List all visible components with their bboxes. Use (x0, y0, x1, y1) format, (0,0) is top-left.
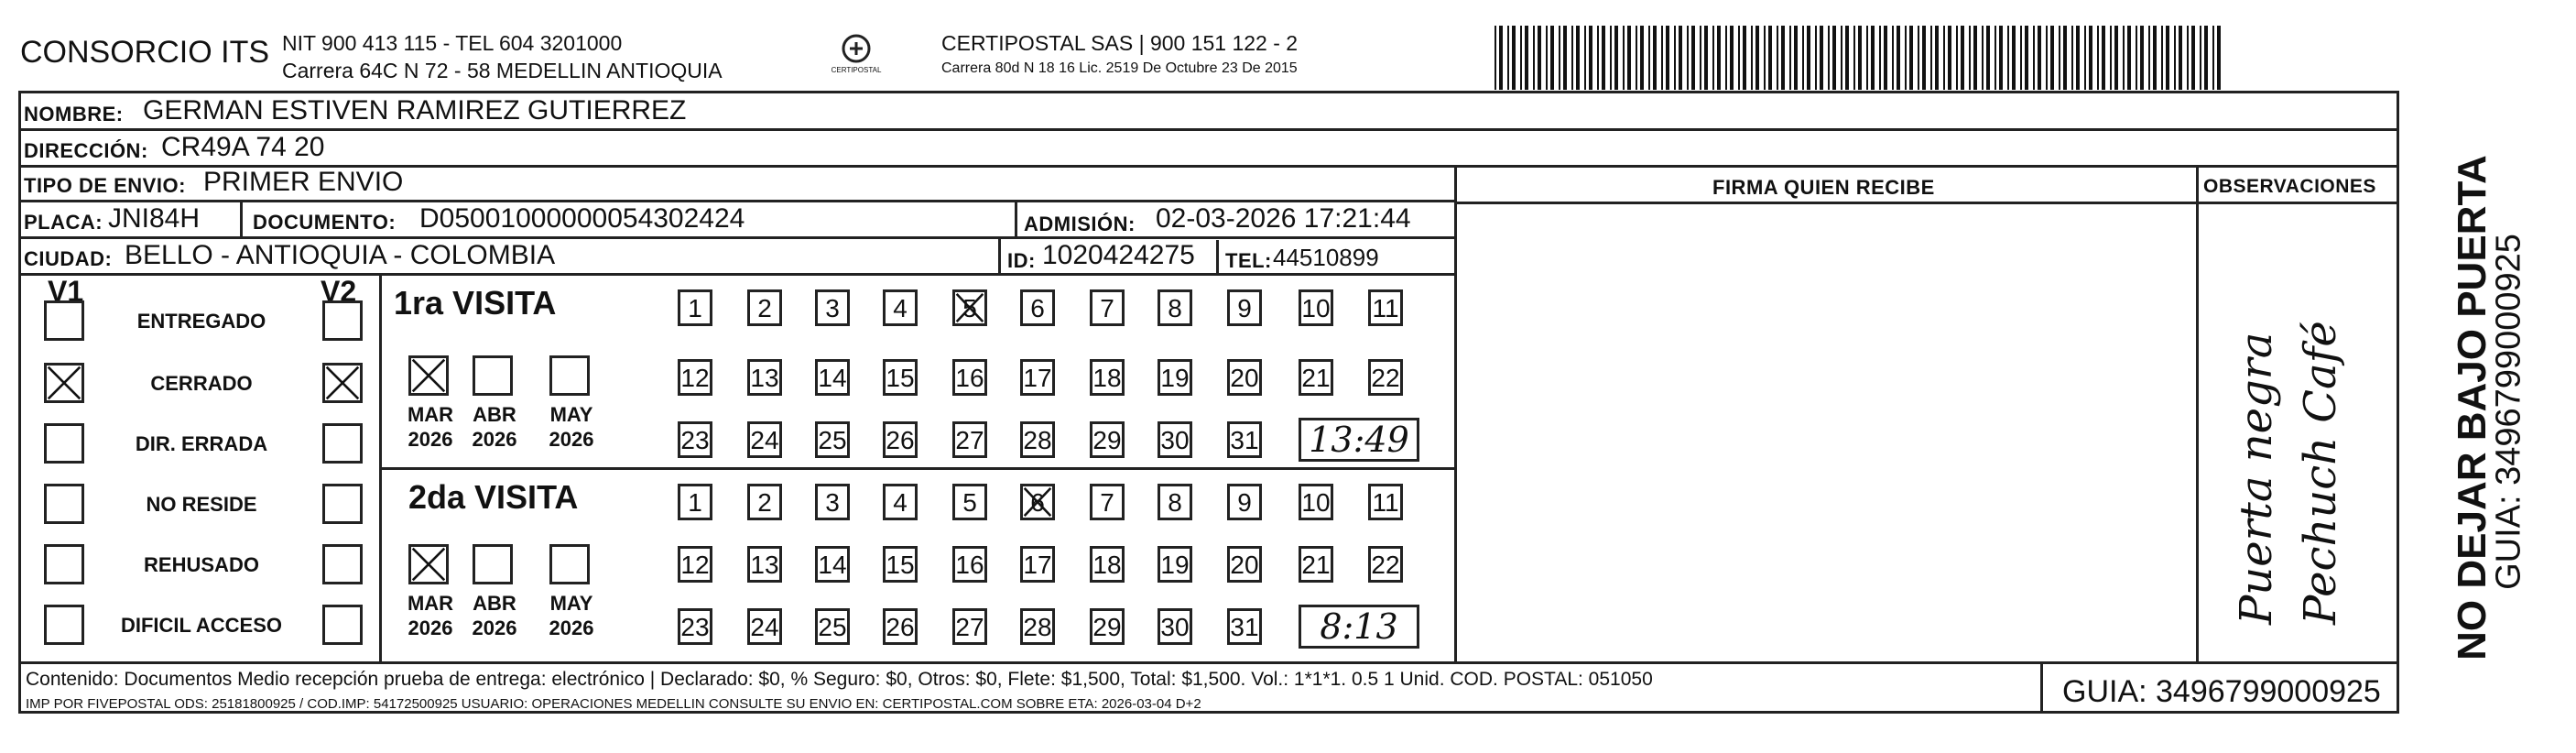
courier-address: Carrera 80d N 18 16 Lic. 2519 De Octubre 23 De 2015 (941, 60, 1298, 76)
visit1-day-20[interactable]: 20 (1227, 359, 1262, 396)
visit2-month-label-2: MAY (549, 592, 593, 615)
visit1-day-8[interactable]: 8 (1158, 289, 1192, 326)
visit2-day-26[interactable]: 26 (883, 608, 918, 645)
id-label: ID: (1007, 249, 1036, 272)
visit1-day-23[interactable]: 23 (678, 421, 712, 458)
v1-checkbox-5[interactable] (44, 605, 84, 645)
visit1-month-checkbox-2[interactable] (549, 355, 590, 396)
observaciones-area[interactable] (2201, 205, 2394, 658)
visit1-day-7[interactable]: 7 (1090, 289, 1125, 326)
v1-checkbox-4[interactable] (44, 544, 84, 584)
visit1-day-22[interactable]: 22 (1368, 359, 1403, 396)
v2-checkbox-2[interactable] (322, 423, 363, 464)
visit2-month-label-0: MAR (407, 592, 454, 615)
visit1-day-17[interactable]: 17 (1020, 359, 1055, 396)
visit2-time-value: 8:13 (1320, 606, 1398, 647)
visit2-year-label-0: 2026 (408, 617, 453, 639)
documento-value: D05001000000054302424 (419, 203, 745, 234)
company-address: Carrera 64C N 72 - 58 MEDELLIN ANTIOQUIA (282, 59, 723, 82)
visit2-day-17[interactable]: 17 (1020, 546, 1055, 583)
visit2-year-label-1: 2026 (472, 617, 517, 639)
visit2-day-19[interactable]: 19 (1158, 546, 1192, 583)
visit2-day-3[interactable]: 3 (815, 484, 850, 520)
visit1-day-6[interactable]: 6 (1020, 289, 1055, 326)
nombre-value: GERMAN ESTIVEN RAMIREZ GUTIERREZ (143, 95, 687, 126)
visit2-day-7[interactable]: 7 (1090, 484, 1125, 520)
visit1-day-5[interactable]: 5 (952, 289, 987, 326)
v1-label: V1 (48, 275, 84, 308)
visit1-day-14[interactable]: 14 (815, 359, 850, 396)
visit1-year-label-1: 2026 (472, 428, 517, 451)
visit1-day-13[interactable]: 13 (747, 359, 782, 396)
visit2-day-5[interactable]: 5 (952, 484, 987, 520)
visit1-day-10[interactable]: 10 (1299, 289, 1333, 326)
visit1-day-9[interactable]: 9 (1227, 289, 1262, 326)
direccion-label: DIRECCIÓN: (24, 139, 148, 162)
visit1-day-28[interactable]: 28 (1020, 421, 1055, 458)
footer-guia: GUIA: 3496799000925 (2062, 674, 2381, 709)
visit2-day-10[interactable]: 10 (1299, 484, 1333, 520)
visit1-year-label-2: 2026 (549, 428, 594, 451)
tipo-value: PRIMER ENVIO (203, 167, 404, 197)
visit2-day-21[interactable]: 21 (1299, 546, 1333, 583)
tipo-label: TIPO DE ENVIO: (24, 174, 186, 197)
visit2-day-13[interactable]: 13 (747, 546, 782, 583)
documento-label: DOCUMENTO: (253, 211, 397, 234)
visit2-day-15[interactable]: 15 (883, 546, 918, 583)
visit1-day-24[interactable]: 24 (747, 421, 782, 458)
visit1-day-4[interactable]: 4 (883, 289, 918, 326)
visit1-day-3[interactable]: 3 (815, 289, 850, 326)
direccion-value: CR49A 74 20 (161, 132, 325, 162)
ciudad-label: CIUDAD: (24, 247, 113, 270)
visit1-day-27[interactable]: 27 (952, 421, 987, 458)
visit2-month-label-1: ABR (473, 592, 516, 615)
visit2-day-8[interactable]: 8 (1158, 484, 1192, 520)
visit1-day-1[interactable]: 1 (678, 289, 712, 326)
visit2-day-11[interactable]: 11 (1368, 484, 1403, 520)
visit2-day-12[interactable]: 12 (678, 546, 712, 583)
visit2-day-23[interactable]: 23 (678, 608, 712, 645)
visit2-day-28[interactable]: 28 (1020, 608, 1055, 645)
visit1-day-19[interactable]: 19 (1158, 359, 1192, 396)
visit1-day-16[interactable]: 16 (952, 359, 987, 396)
visit2-day-9[interactable]: 9 (1227, 484, 1262, 520)
signature-area[interactable] (1460, 205, 2192, 658)
tel-label: TEL: (1225, 249, 1272, 272)
admision-value: 02-03-2026 17:21:44 (1156, 203, 1411, 234)
observaciones-note-1: Puerta negra (2231, 332, 2282, 625)
visit2-day-2[interactable]: 2 (747, 484, 782, 520)
visit2-day-1[interactable]: 1 (678, 484, 712, 520)
visit2-day-30[interactable]: 30 (1158, 608, 1192, 645)
visit2-day-31[interactable]: 31 (1227, 608, 1262, 645)
firma-label: FIRMA QUIEN RECIBE (1712, 176, 1935, 199)
visit2-title: 2da VISITA (408, 478, 579, 516)
visit2-day-27[interactable]: 27 (952, 608, 987, 645)
tel-value: 44510899 (1273, 244, 1379, 271)
v2-checkbox-5[interactable] (322, 605, 363, 645)
certipostal-logo (815, 33, 897, 79)
status-label-5: DIFICIL ACCESO (120, 614, 282, 637)
visit1-day-31[interactable]: 31 (1227, 421, 1262, 458)
status-label-1: CERRADO (150, 372, 253, 395)
visit1-day-15[interactable]: 15 (883, 359, 918, 396)
visit1-month-label-2: MAY (549, 403, 593, 426)
barcode (1495, 26, 2227, 90)
visit1-year-label-0: 2026 (408, 428, 453, 451)
visit1-time-box[interactable] (1299, 418, 1419, 462)
visit1-day-21[interactable]: 21 (1299, 359, 1333, 396)
v2-checkbox-1[interactable] (322, 363, 363, 403)
visit2-month-checkbox-0[interactable] (408, 544, 449, 584)
company-name: CONSORCIO ITS (20, 35, 270, 70)
status-label-2: DIR. ERRADA (135, 432, 268, 455)
placa-value: JNI84H (108, 203, 201, 234)
observaciones-note-2: Pechuch Café (2295, 321, 2346, 625)
visit2-day-18[interactable]: 18 (1090, 546, 1125, 583)
v1-checkbox-1[interactable] (44, 363, 84, 403)
visit1-month-checkbox-0[interactable] (408, 355, 449, 396)
visit1-day-29[interactable]: 29 (1090, 421, 1125, 458)
observaciones-label: OBSERVACIONES (2203, 176, 2376, 197)
visit2-month-checkbox-1[interactable] (473, 544, 513, 584)
visit2-day-16[interactable]: 16 (952, 546, 987, 583)
visit1-title: 1ra VISITA (394, 284, 557, 322)
visit2-day-4[interactable]: 4 (883, 484, 918, 520)
visit2-day-25[interactable]: 25 (815, 608, 850, 645)
visit1-time-value: 13:49 (1309, 420, 1409, 460)
v2-checkbox-4[interactable] (322, 544, 363, 584)
status-label-0: ENTREGADO (136, 310, 266, 333)
v2-checkbox-3[interactable] (322, 484, 363, 524)
visit2-day-29[interactable]: 29 (1090, 608, 1125, 645)
visit2-year-label-2: 2026 (549, 617, 594, 639)
v2-label: V2 (321, 275, 357, 308)
side-guia: GUIA: 3496799000925 (2489, 234, 2528, 590)
v2-checkbox-0[interactable] (322, 300, 363, 341)
visit2-day-22[interactable]: 22 (1368, 546, 1403, 583)
visit1-day-25[interactable]: 25 (815, 421, 850, 458)
footer-line-1: Contenido: Documentos Medio recepción prueba de entrega: electrónico | Declarado: $0, % Seguro: $0, Otros: $0, Flete: $1,500, Total: $1,500. Vol.: 1*1*1. 0.5 1 Unid. COD. POSTAL: 051050 (26, 669, 1653, 690)
visit1-day-2[interactable]: 2 (747, 289, 782, 326)
v1-checkbox-0[interactable] (44, 300, 84, 341)
nombre-label: NOMBRE: (24, 103, 124, 126)
visit1-day-12[interactable]: 12 (678, 359, 712, 396)
admision-label: ADMISIÓN: (1024, 213, 1136, 235)
footer-line-2: IMP POR FIVEPOSTAL ODS: 25181800925 / COD.IMP: 54172500925 USUARIO: OPERACIONES MEDELLIN CONSULTE SU ENVIO EN: CERTIPOSTAL.COM SOBRE ETA: 2026-03-04 D+2 (26, 696, 1201, 712)
visit1-day-26[interactable]: 26 (883, 421, 918, 458)
id-value: 1020424275 (1042, 240, 1195, 270)
v1-checkbox-3[interactable] (44, 484, 84, 524)
ciudad-value: BELLO - ANTIOQUIA - COLOMBIA (125, 240, 556, 270)
company-nit: NIT 900 413 115 - TEL 604 3201000 (282, 31, 623, 55)
visit1-day-30[interactable]: 30 (1158, 421, 1192, 458)
visit2-month-checkbox-2[interactable] (549, 544, 590, 584)
placa-label: PLACA: (24, 211, 103, 234)
visit1-day-18[interactable]: 18 (1090, 359, 1125, 396)
visit2-day-20[interactable]: 20 (1227, 546, 1262, 583)
visit2-day-14[interactable]: 14 (815, 546, 850, 583)
courier-line: CERTIPOSTAL SAS | 900 151 122 - 2 (941, 31, 1299, 55)
visit2-day-24[interactable]: 24 (747, 608, 782, 645)
visit1-month-checkbox-1[interactable] (473, 355, 513, 396)
visit1-month-label-0: MAR (407, 403, 454, 426)
side-warning: NO DEJAR BAJO PUERTA (2450, 155, 2494, 660)
logo-text: CERTIPOSTAL (831, 66, 882, 74)
visit1-month-label-1: ABR (473, 403, 516, 426)
status-label-4: REHUSADO (144, 553, 259, 576)
v1-checkbox-2[interactable] (44, 423, 84, 464)
visit2-time-box[interactable] (1299, 605, 1419, 649)
status-label-3: NO RESIDE (146, 493, 257, 516)
visit2-day-6[interactable]: 6 (1020, 484, 1055, 520)
visit1-day-11[interactable]: 11 (1368, 289, 1403, 326)
